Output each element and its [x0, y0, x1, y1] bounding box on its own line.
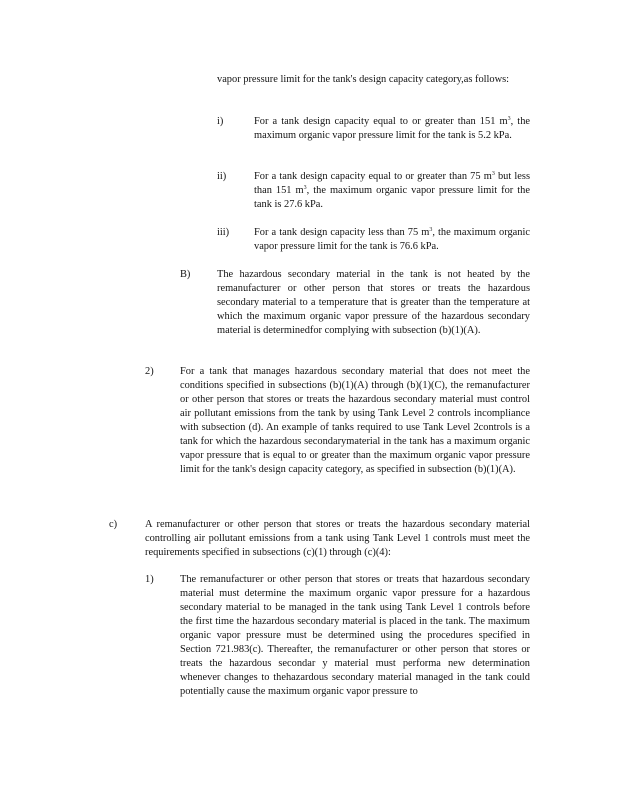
item-2-text: For a tank that manages hazardous secondary material that does not meet the conditions specified in subsections (b)(1)(A) through (b)(1)(C), the remanufacturer or other person that stores or treats the hazardous secondary material must control air pollutant emissions from the tank by using Tank Level 2 controls incompliance with subsection (d). An example of tanks required to use Tank Level 2controls is a tank for which the hazardous secondarymaterial in the tank has a maximum organic vapor pressure that is equal to or greater than the maximum organic vapor pressure limit for the tank's design capacity category, as specified in subsection (b)(1)(A). [180, 366, 530, 475]
item-ii-label: ii) [217, 171, 227, 182]
item-iii-text: For a tank design capacity less than 75 $m^3$, the maximum organic vapor pressure limit for the tank is 76.6 kPa. [254, 227, 530, 252]
item-ii-text: For a tank design capacity equal to or greater than 75 $m^3$ but less than 151 $m^3$, the maximum organic vapor pressure limit for the tank is 27.6 kPa. [254, 171, 530, 210]
intro-paragraph: vapor pressure limit for the tank's design capacity category,as follows: [217, 74, 510, 85]
item-i-text: For a tank design capacity equal to or greater than 151 $m^3$, the maximum organic vapor pressure limit for the tank is 5.2 kPa. [254, 116, 531, 141]
item-c-text: A remanufacturer or other person that stores or treats the hazardous secondary material controlling air pollutant emissions from a tank using Tank Level 1 controls must meet the requirements specified in subsections (c)(1) through (c)(4): [145, 519, 530, 558]
item-iii-label: iii) [217, 227, 230, 238]
item-2-label: 2) [145, 366, 154, 377]
item-c-label: c) [109, 519, 118, 530]
item-c1-label: 1) [145, 574, 154, 585]
item-c1-text: The remanufacturer or other person that stores or treats that hazardous secondary material must determine the maximum organic vapor pressure for a hazardous secondary material to be managed in the tank using Tank Level 1 controls before the first time the hazardous secondary material is placed in the tank. The maximum organic vapor pressure must be determined using the procedures specified in Section 721.983(c). Thereafter, the remanufacturer or other person that stores or treats the hazardous secondar y material must performa new determination whenever changes to thehazardous secondary material managed in the tank could potentially cause the maximum organic vapor pressure to [180, 574, 530, 697]
item-b-label: B) [180, 269, 191, 280]
item-i-label: i) [217, 116, 224, 127]
item-b-text: The hazardous secondary material in the tank is not heated by the remanufacturer or other person that stores or treats the hazardous secondary material to a temperature that is greater than the temperature at which the maximum organic vapor pressure of the hazardous secondary material is determinedfor complying with subsection (b)(1)(A). [217, 269, 530, 336]
